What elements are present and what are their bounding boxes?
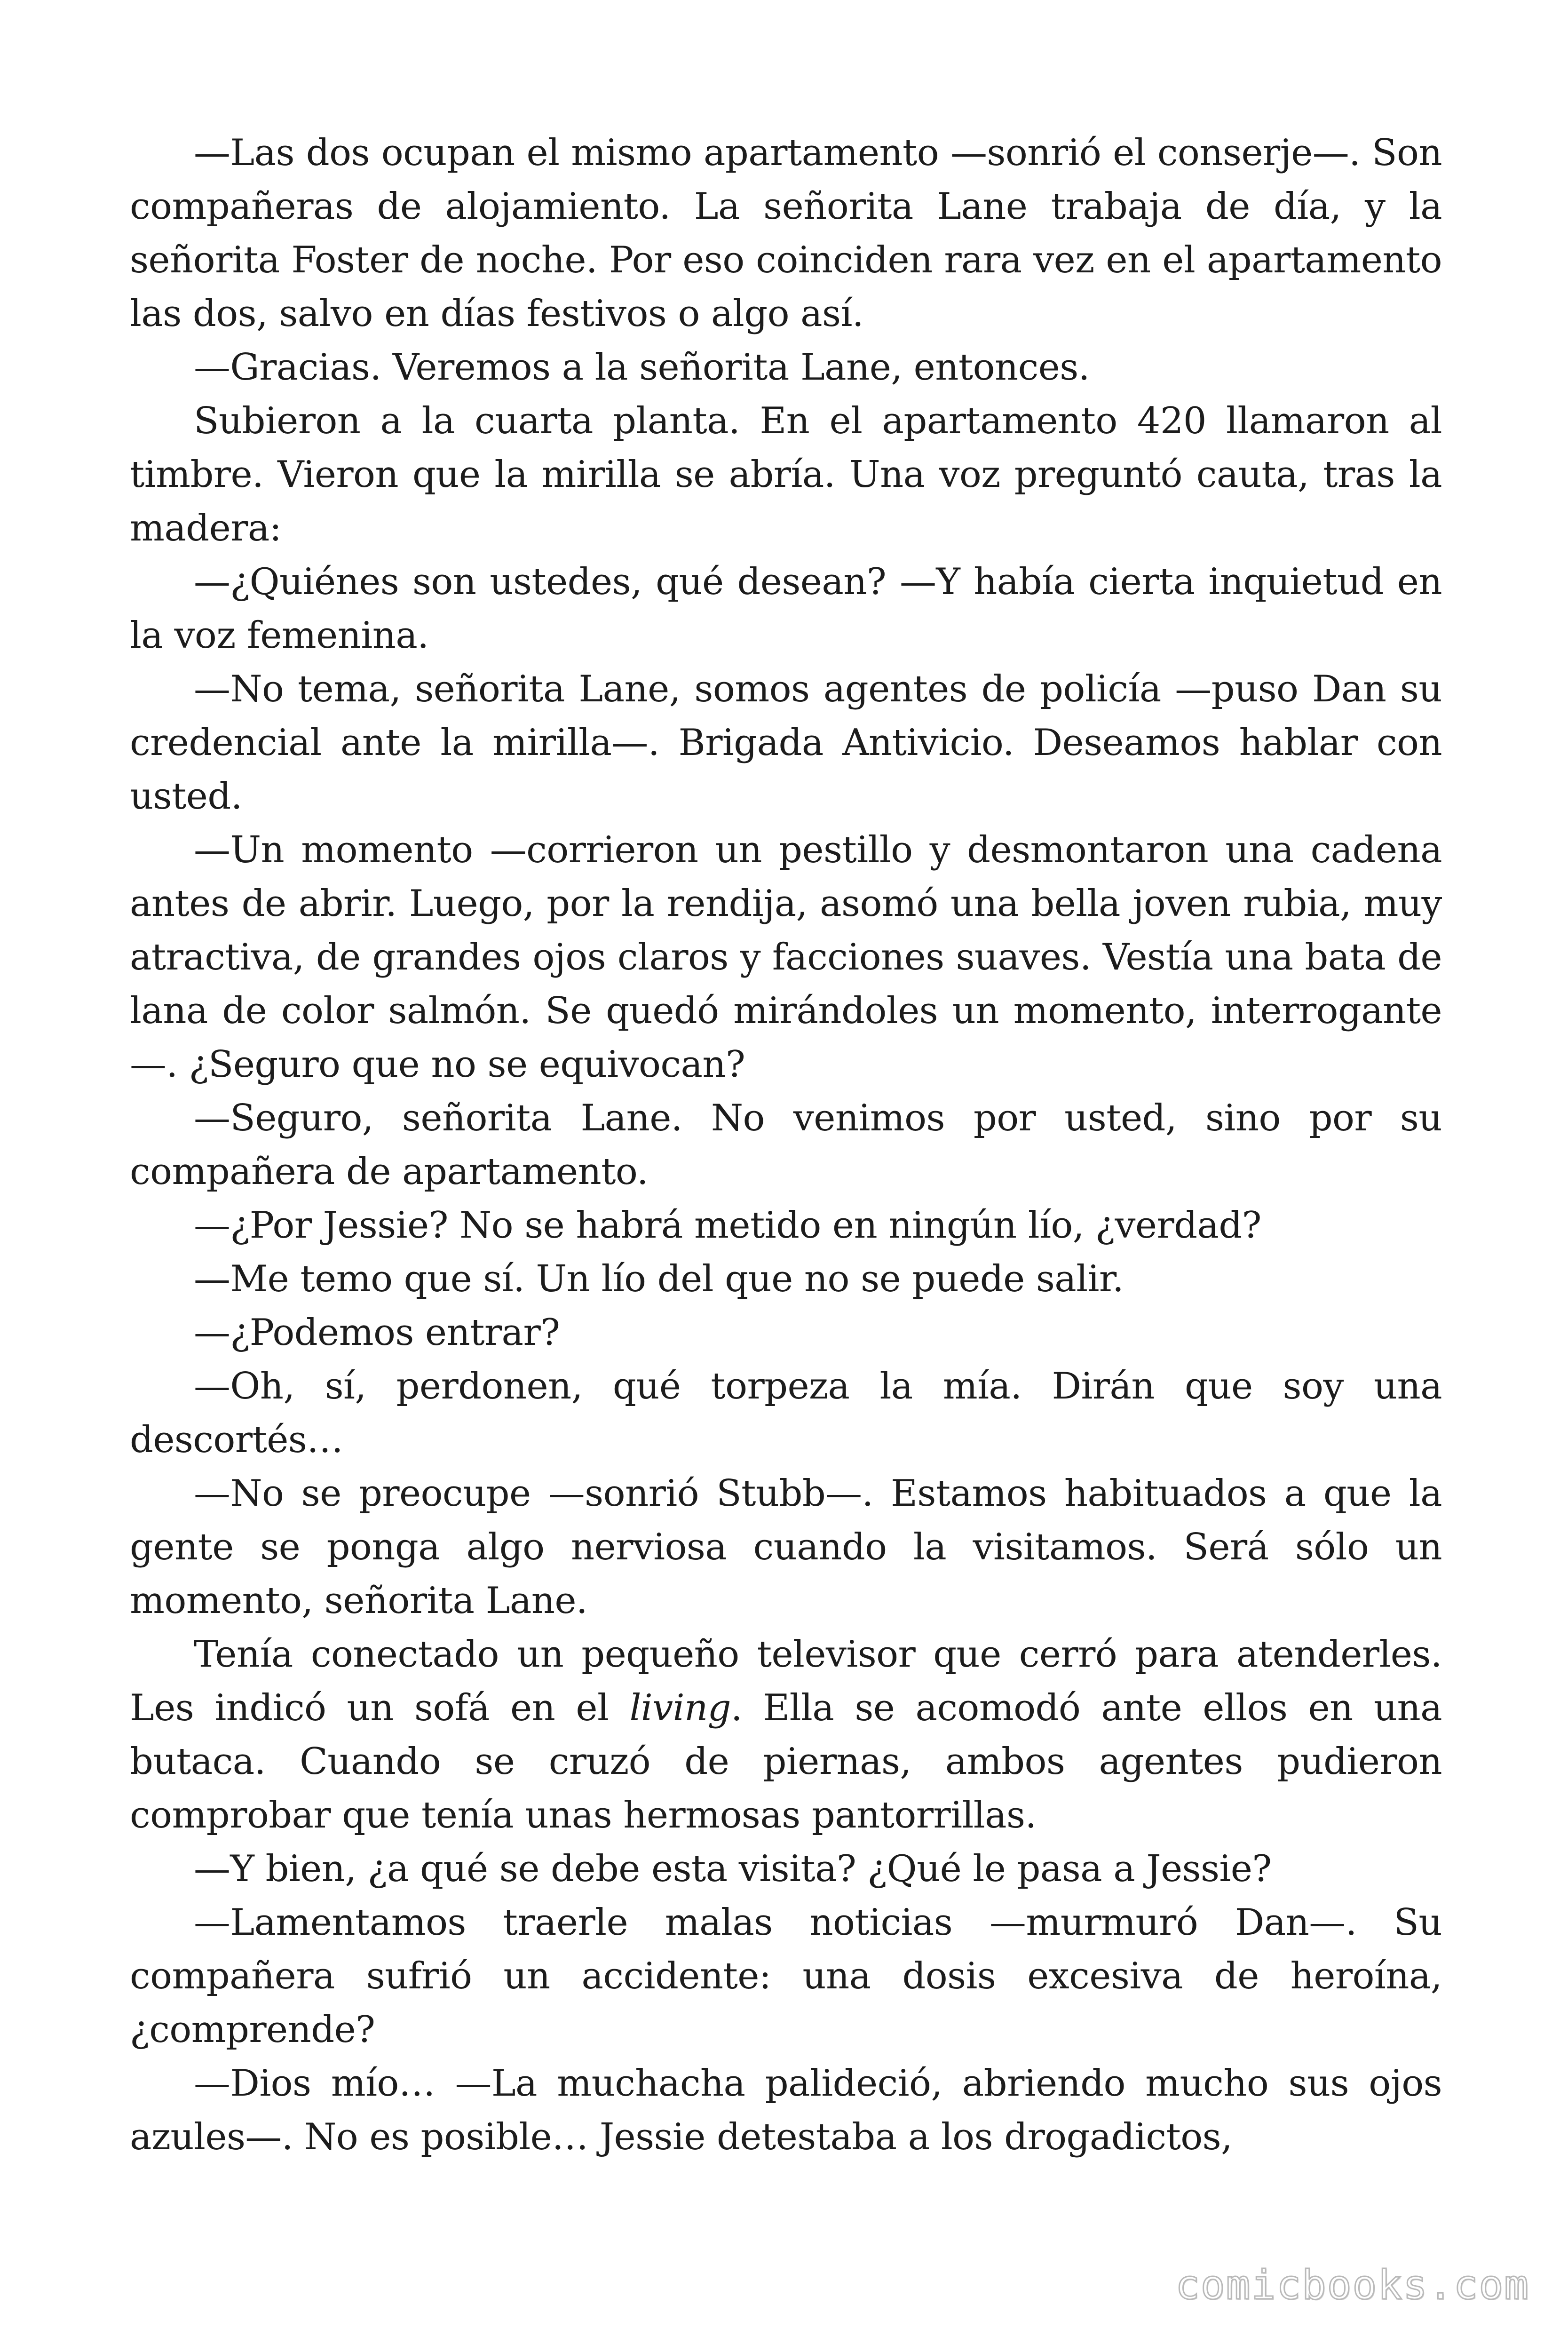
watermark: comicbooks.com: [1175, 2262, 1529, 2309]
paragraph: —Oh, sí, perdonen, qué torpeza la mía. Dirán que soy una descortés…: [130, 1365, 1442, 1461]
paragraph: Subieron a la cuarta planta. En el apartamento 420 llamaron al timbre. Vieron que la mirilla se abría. Una voz preguntó cauta, tras la madera:: [130, 400, 1442, 549]
paragraph-text: Tenía conectado un pequeño televisor que cerró para atenderles. Les indicó un sofá en el: [130, 1633, 1442, 1729]
paragraph: —¿Por Jessie? No se habrá metido en ningún lío, ¿verdad?: [194, 1204, 1261, 1247]
paragraph: —¿Quiénes son ustedes, qué desean? —Y había cierta inquietud en la voz femenina.: [130, 561, 1442, 657]
paragraph: —No se preocupe —sonrió Stubb—. Estamos habituados a que la gente se ponga algo nerviosa cuando la visitamos. Será sólo un momento, señorita Lane.: [130, 1472, 1442, 1622]
paragraph: —Me temo que sí. Un lío del que no se puede salir.: [194, 1258, 1124, 1300]
paragraph: —¿Podemos entrar?: [194, 1311, 560, 1354]
page-body: [130, 126, 1442, 2210]
paragraph: —Seguro, señorita Lane. No venimos por usted, sino por su compañera de apartamento.: [130, 1097, 1442, 1193]
paragraph-text: . Ella se acomodó ante ellos en una butaca. Cuando se cruzó de piernas, ambos agentes pudieron comprobar que tenía unas hermosas pantorrillas.: [130, 1687, 1442, 1836]
italic-term: living: [629, 1687, 731, 1729]
paragraph: —Un momento —corrieron un pestillo y desmontaron una cadena antes de abrir. Luego, por la rendija, asomó una bella joven rubia, muy atractiva, de grandes ojos claros y facciones suaves. Vestía una bata de lana de color salmón. Se quedó mirándoles un momento, interrogante—. ¿Seguro que no se equivocan?: [130, 829, 1442, 1086]
paragraph: —Lamentamos traerle malas noticias —murmuró Dan—. Su compañera sufrió un accidente: una dosis excesiva de heroína, ¿comprende?: [130, 1901, 1442, 2051]
paragraph: —No tema, señorita Lane, somos agentes de policía —puso Dan su credencial ante la mirilla—. Brigada Antivicio. Deseamos hablar con usted.: [130, 668, 1442, 818]
paragraph: —Y bien, ¿a qué se debe esta visita? ¿Qué le pasa a Jessie?: [194, 1848, 1272, 1890]
paragraph: —Las dos ocupan el mismo apartamento —sonrió el conserje—. Son compañeras de alojamiento. La señorita Lane trabaja de día, y la señorita Foster de noche. Por eso coinciden rara vez en el apartamento las dos, salvo en días festivos o algo así.: [130, 132, 1442, 335]
paragraph: —Gracias. Veremos a la señorita Lane, entonces.: [194, 346, 1090, 389]
paragraph-with-italic: [130, 1628, 1442, 1842]
paragraph: —Dios mío… —La muchacha palideció, abriendo mucho sus ojos azules—. No es posible… Jessie detestaba a los drogadictos,: [130, 2062, 1442, 2158]
